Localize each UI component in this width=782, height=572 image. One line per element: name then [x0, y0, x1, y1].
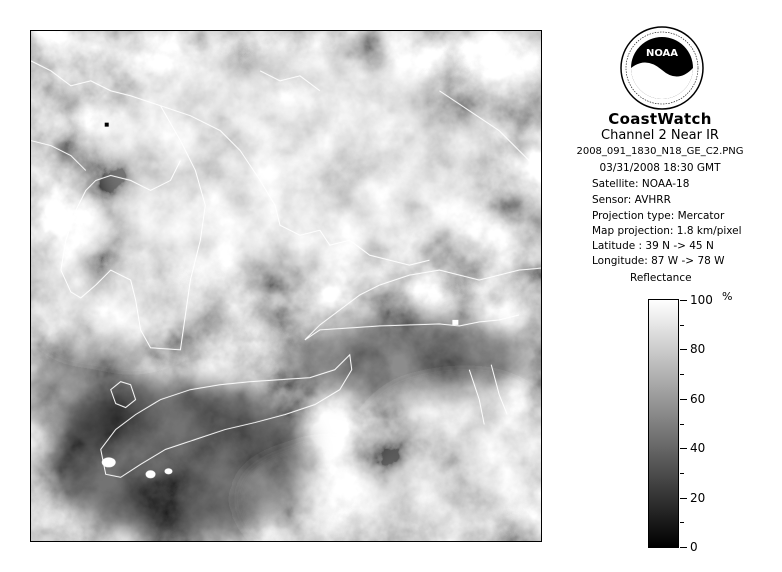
colorbar-unit: % [722, 290, 733, 303]
colorbar-tick-label: 80 [690, 342, 706, 357]
colorbar-label: Reflectance [630, 272, 692, 284]
colorbar-tick [680, 349, 687, 350]
satellite-map[interactable] [30, 30, 542, 542]
longitude-label: Longitude: 87 W -> 78 W [592, 255, 725, 267]
colorbar-minor-tick [680, 473, 684, 474]
colorbar-tick [680, 498, 687, 499]
capture-datetime: 03/31/2008 18:30 GMT [599, 162, 721, 174]
colorbar-minor-tick [680, 522, 684, 523]
product-title: CoastWatch [608, 110, 712, 128]
channel-name: Channel 2 Near IR [601, 128, 719, 143]
colorbar-minor-tick [680, 325, 684, 326]
colorbar-tick-label: 60 [690, 391, 706, 406]
colorbar-tick-label: 40 [690, 441, 706, 456]
noaa-logo [620, 26, 704, 110]
colorbar-tick [680, 448, 687, 449]
colorbar-tick [680, 300, 687, 301]
colorbar-minor-tick [680, 424, 684, 425]
projection-type-label: Projection type: Mercator [592, 210, 725, 222]
latitude-label: Latitude : 39 N -> 45 N [592, 240, 714, 252]
colorbar-tick-label: 0 [690, 540, 698, 554]
satellite-label: Satellite: NOAA-18 [592, 178, 690, 190]
file-name: 2008_091_1830_N18_GE_C2.PNG [576, 146, 744, 157]
city-marker [105, 123, 109, 127]
colorbar-tick [680, 399, 687, 400]
satellite-image [31, 31, 541, 541]
colorbar-minor-tick [680, 374, 684, 375]
sensor-label: Sensor: AVHRR [592, 194, 671, 206]
colorbar-tick-label: 100 [690, 293, 713, 307]
reflectance-colorbar [648, 299, 679, 548]
colorbar-tick [680, 547, 687, 548]
colorbar-tick-label: 20 [690, 490, 706, 505]
map-projection-label: Map projection: 1.8 km/pixel [592, 225, 742, 237]
logo-text: NOAA [645, 48, 679, 59]
